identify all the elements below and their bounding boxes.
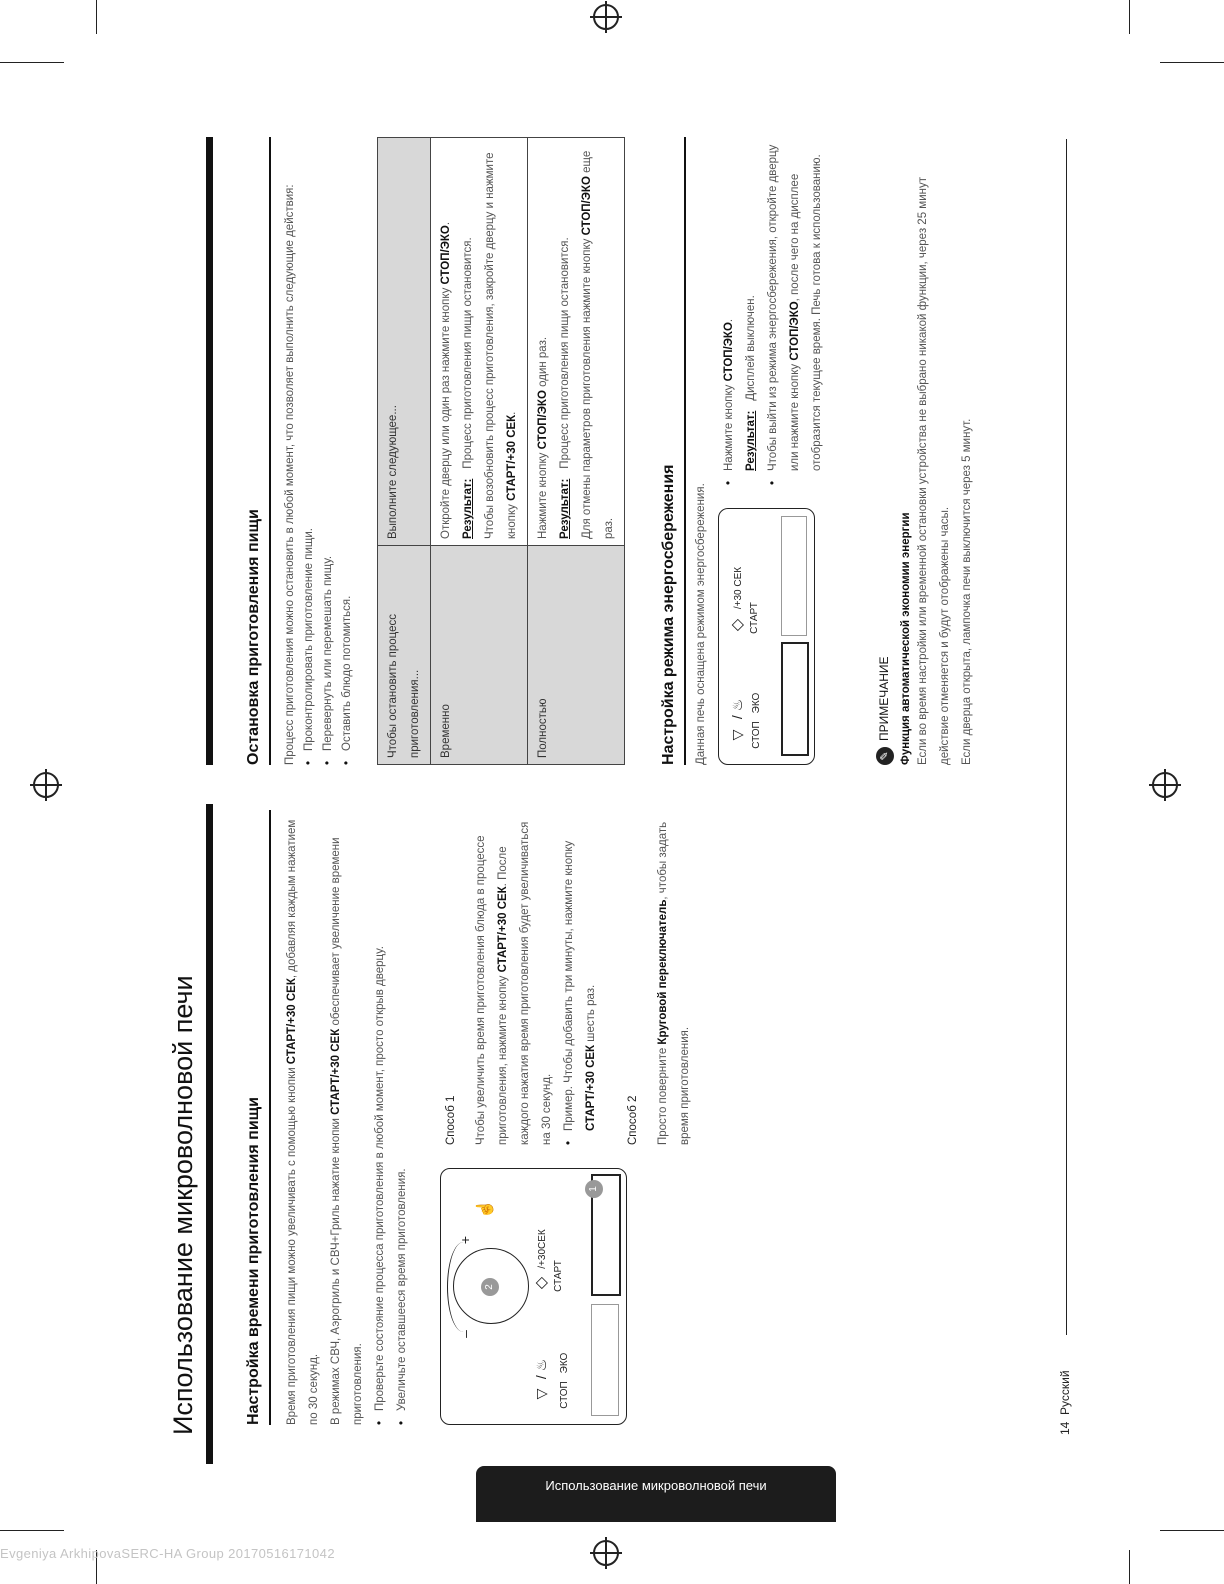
table-row (431, 138, 528, 765)
plus30-label: /+30СЕК (537, 1229, 548, 1269)
timer-paragraph-2: В режимах СВЧ, Аэрогриль и СВЧ+Гриль нажатие кнопки СТАРТ/+30 СЕК обеспечивает увеличение времени приготовления. (330, 837, 364, 1425)
plus30-label: /+30 СЕК (733, 566, 744, 610)
method-text (440, 810, 696, 1145)
note-line: Если дверца открыта, лампочка печи выключится через 5 минут. (961, 418, 973, 765)
stop-label: СТОП (751, 721, 762, 749)
stop-heading: Остановка приготовления пищи (245, 509, 262, 765)
table-cell-label: Полностью (528, 546, 625, 765)
table-header-row (378, 138, 431, 765)
eco-panel-illustration (718, 508, 815, 765)
eco-label: ЭКО (559, 1352, 570, 1374)
note-title: Функция автоматической экономии энергии (900, 512, 912, 765)
method1-bullet: • Пример. Чтобы добавить три минуты, нажмите кнопку СТАРТ/+30 СЕК шесть раз. (558, 810, 602, 1145)
registration-mark-icon (593, 1540, 619, 1566)
eco-intro: Данная печь оснащена режимом энергосбережения. (695, 483, 707, 765)
eco-steps (718, 137, 828, 485)
timer-section (245, 810, 691, 1425)
table-cell-label: Временно (431, 546, 528, 765)
eco-result: Результат:Дисплей выключен. (745, 295, 757, 471)
timer-heading: Настройка времени приготовления пищи (245, 1097, 262, 1425)
table-row (528, 138, 625, 765)
stop-intro: Процесс приготовления можно остановить в любой момент, что позволяет выполнить следующие действия: (284, 184, 296, 765)
method1-text: Чтобы увеличить время приготовления блюда в процессе приготовления, нажмите кнопку СТАРТ/+30 СЕК. После каждого нажатия время приготовления будет увеличиваться на 30 секунд. (475, 821, 553, 1145)
stop-table (377, 137, 625, 765)
crop-mark (1129, 1550, 1130, 1584)
stop-label: СТОП (559, 1381, 570, 1409)
eco-icon: / ♨ (533, 1358, 549, 1380)
page-language: Русский (1058, 1370, 1072, 1415)
crop-mark (0, 62, 64, 63)
crop-mark (1129, 0, 1130, 34)
registration-mark-icon (1152, 772, 1178, 798)
note-line: Если во время настройки или временной остановки устройства не выбрано никакой функции, через 25 минут действие отменяется и будут отображены часы. (917, 177, 951, 765)
timer-paragraph-1: Время приготовления пищи можно увеличивать с помощью кнопки СТАРТ/+30 СЕК, добавляя каждым нажатием по 30 секунд. (286, 819, 320, 1425)
stop-section (245, 137, 615, 765)
section-rule (269, 810, 271, 1425)
table-cell-action: Нажмите кнопку СТОП/ЭКО один раз. Результат:Процесс приготовления пищи остановится. Для отмены параметров приготовления нажмите кнопку СТОП/ЭКО еще раз. (528, 138, 625, 546)
table-header-cell: Чтобы остановить процесс приготовления... (378, 546, 431, 765)
registration-mark-icon (33, 772, 59, 798)
watermark: Evgeniya ArkhipovaSERC-HA Group 20170516171042 (0, 1546, 335, 1561)
footer (1058, 1370, 1072, 1435)
rotated-page (160, 15, 1100, 1465)
footer-rule (1066, 139, 1067, 1335)
page-number: 14 (1058, 1421, 1072, 1435)
stop-bullet: • Перевернуть или перемешать пищу. (319, 137, 338, 765)
stop-bullet: • Проконтролировать приготовление пищи. (300, 137, 319, 765)
section-rule (269, 137, 271, 765)
start-icon: ◇ (533, 1276, 550, 1290)
crop-mark (0, 1530, 64, 1531)
title-rule (206, 137, 213, 765)
eco-bullet: • Чтобы выйти из режима энергосбережения, откройте дверцу или нажмите кнопку СТОП/ЭКО, после чего на дисплее отобразится текущее время. Печь готова к использованию. (762, 137, 828, 485)
timer-bullet: • Увеличьте оставшееся время приготовления. (391, 810, 413, 1425)
eco-section (660, 137, 973, 765)
control-panel-illustration (440, 1168, 627, 1425)
page-title: Использование микроволновой печи (168, 975, 198, 1435)
display-box (591, 1304, 619, 1416)
eco-bullet: • Нажмите кнопку СТОП/ЭКО. (718, 137, 740, 485)
stop-bullet: • Оставить блюдо потомиться. (338, 137, 357, 765)
start-button-box (781, 516, 807, 636)
eco-icon: / ♨ (729, 698, 745, 720)
chapter-tab: Использование микроволновой печи (476, 1466, 836, 1522)
stop-icon: ▽ (533, 1388, 549, 1400)
badge-button: 1 (585, 1180, 603, 1198)
crop-mark (1160, 62, 1224, 63)
note-block (876, 137, 978, 765)
stop-text (281, 137, 357, 765)
note-icon: ✎ (876, 747, 894, 765)
dial-minus-label: – (457, 1330, 473, 1338)
start-label: СТАРТ (749, 602, 760, 634)
method1-title: Способ 1 (445, 1095, 457, 1145)
hand-icon: ☝ (477, 1199, 494, 1219)
dial-plus-label: + (457, 1235, 473, 1245)
eco-heading: Настройка режима энергосбережения (660, 464, 677, 765)
timer-bullet: • Проверьте состояние процесса приготовления в любой момент, просто открыв дверцу. (369, 810, 391, 1425)
note-label: ✎ПРИМЕЧАНИЕ (876, 137, 894, 765)
method2-title: Способ 2 (627, 1095, 639, 1145)
stop-button-box (781, 642, 809, 756)
eco-label: ЭКО (751, 692, 762, 714)
method2-text: Просто поверните Круговой переключатель, чтобы задать время приготовления. (657, 821, 691, 1145)
start-label: СТАРТ (553, 1260, 564, 1292)
badge-dial: 2 (481, 1278, 499, 1296)
timer-text (281, 810, 413, 1425)
table-header-cell: Выполните следующее... (378, 138, 431, 546)
dial-arc (447, 1242, 480, 1332)
table-cell-action: Откройте дверцу или один раз нажмите кнопку СТОП/ЭКО. Результат:Процесс приготовления пищи остановится. Чтобы возобновить процесс приготовления, закройте дверцу и нажмите кнопку СТАРТ/+30 СЕК. (431, 138, 528, 546)
crop-mark (1160, 1530, 1224, 1531)
section-rule (684, 137, 686, 765)
crop-mark (96, 0, 97, 34)
title-rule (206, 804, 213, 1464)
start-icon: ◇ (729, 618, 746, 632)
stop-icon: ▽ (729, 729, 745, 741)
